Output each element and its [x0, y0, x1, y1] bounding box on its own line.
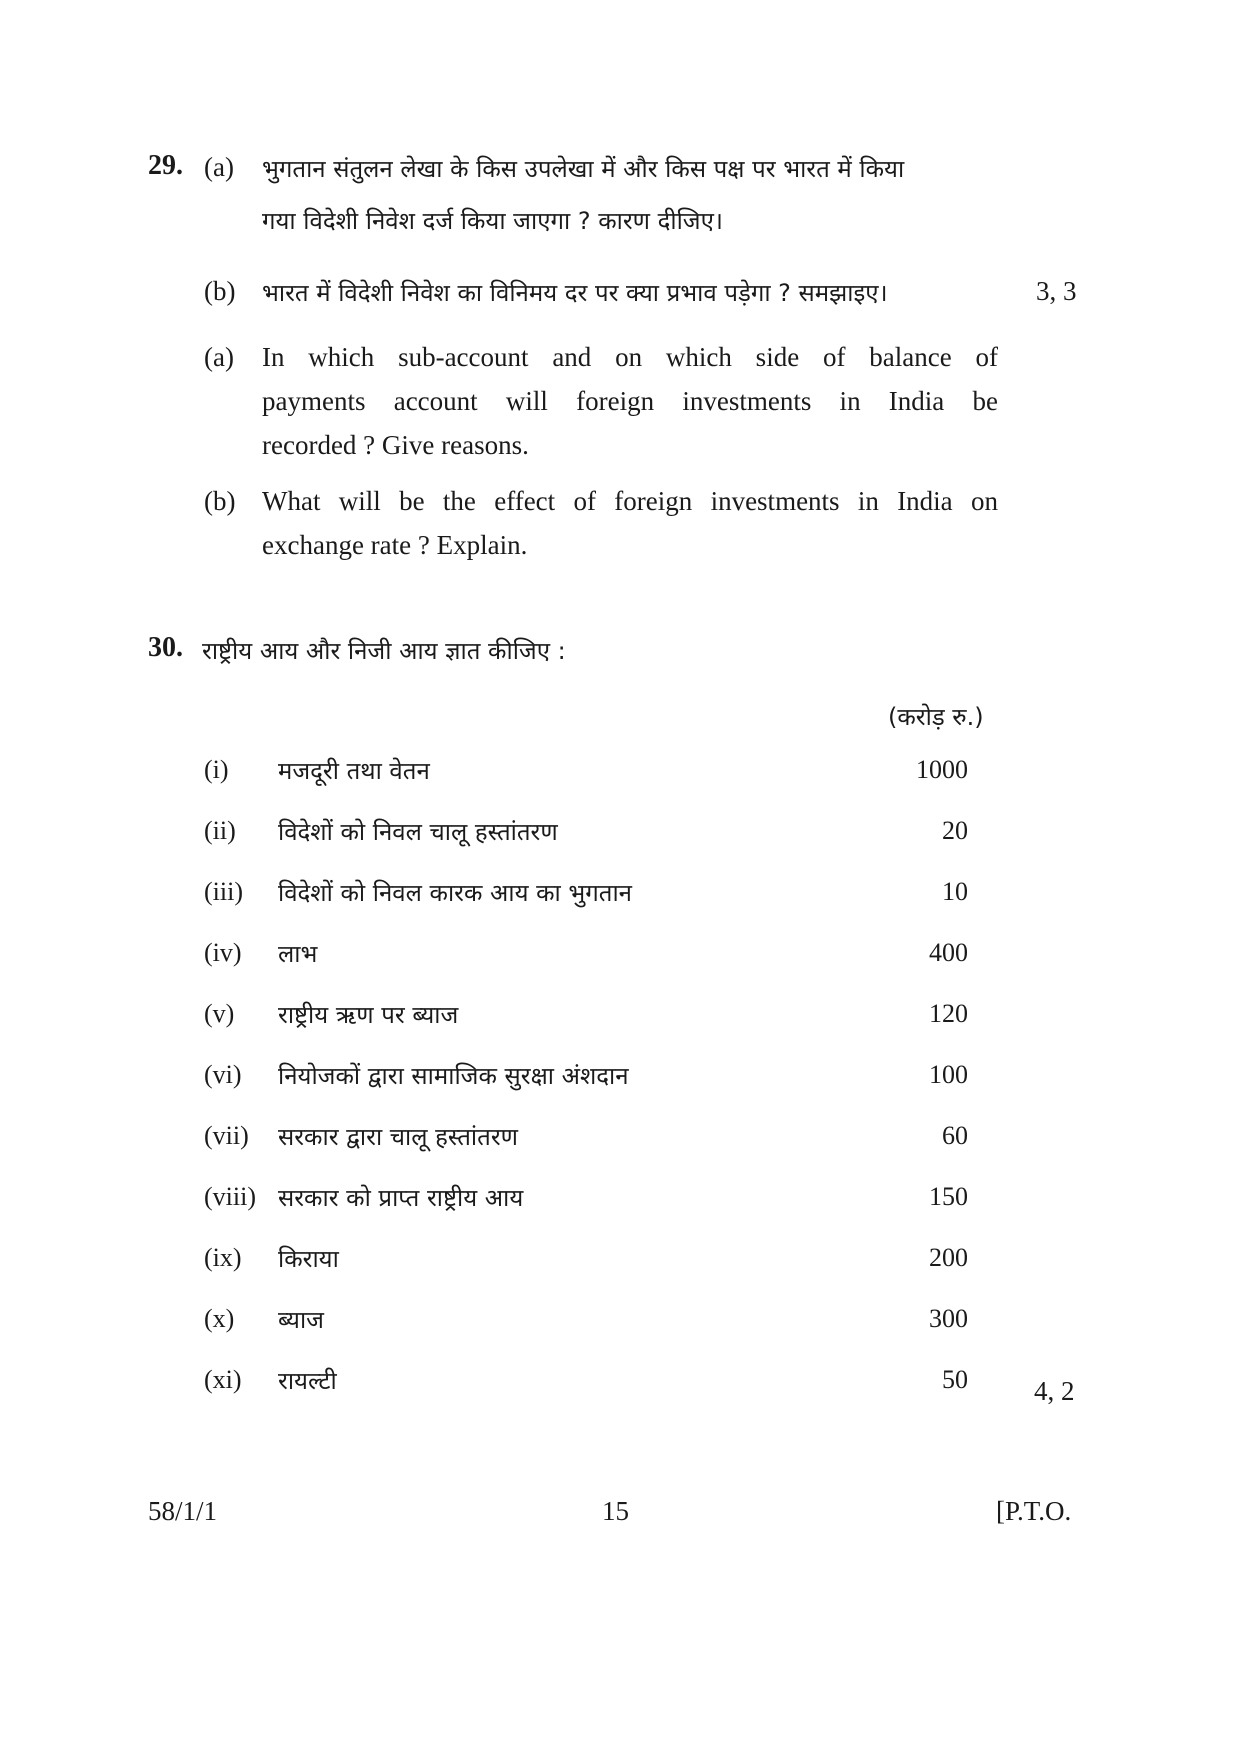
- q30-item-label: राष्ट्रीय ऋण पर ब्याज: [278, 1001, 459, 1029]
- q29-hindi-b-tag: (b): [204, 276, 236, 306]
- q30-item-label: ब्याज: [278, 1306, 324, 1334]
- q30-item-label: विदेशों को निवल चालू हस्तांतरण: [278, 818, 558, 846]
- q29-english-a-line2: payments account will foreign investments in India be: [262, 386, 998, 416]
- q29-english-b-line1: What will be the effect of foreign investments in India on: [262, 486, 998, 516]
- q30-item-value: 120: [929, 999, 968, 1028]
- q30-item-value: 100: [929, 1060, 968, 1089]
- q30-item-label: नियोजकों द्वारा सामाजिक सुरक्षा अंशदान: [278, 1062, 629, 1090]
- q30-item-number: (v): [204, 999, 235, 1028]
- q30-item-value: 150: [929, 1182, 968, 1211]
- q30-item-number: (vii): [204, 1121, 249, 1150]
- q29-hindi-a-line1: भुगतान संतुलन लेखा के किस उपलेखा में और किस पक्ष पर भारत में किया: [262, 155, 905, 183]
- q30-item-value: 10: [942, 877, 968, 906]
- q30-item-label: मजदूरी तथा वेतन: [278, 757, 430, 785]
- q30-item-number: (vi): [204, 1060, 242, 1089]
- q30-item-number: (ii): [204, 816, 236, 845]
- paper-code: 58/1/1: [148, 1496, 218, 1526]
- q30-item-value: 1000: [916, 755, 968, 784]
- q30-item-number: (viii): [204, 1182, 256, 1211]
- q29-hindi-a-line2: गया विदेशी निवेश दर्ज किया जाएगा ? कारण दीजिए।: [262, 207, 723, 235]
- q30-item-value: 400: [929, 938, 968, 967]
- q30-item-number: (x): [204, 1304, 235, 1333]
- question-30-number: 30.: [148, 632, 183, 663]
- q30-item-number: (iii): [204, 877, 243, 906]
- q30-item-number: (iv): [204, 938, 242, 967]
- q29-english-a-line3: recorded ? Give reasons.: [262, 430, 529, 460]
- q29-english-a-line1: In which sub-account and on which side of balance of: [262, 342, 998, 372]
- q29-english-b-line2: exchange rate ? Explain.: [262, 530, 528, 560]
- q30-item-value: 200: [929, 1243, 968, 1272]
- q29-english-a-tag: (a): [204, 342, 234, 372]
- q29-hindi-b-text: भारत में विदेशी निवेश का विनिमय दर पर क्या प्रभाव पड़ेगा ? समझाइए।: [262, 279, 888, 307]
- q30-item-number: (ix): [204, 1243, 242, 1272]
- q29-marks: 3, 3: [1036, 276, 1077, 306]
- q30-unit: (करोड़ रु.): [888, 703, 984, 731]
- page-number: 15: [602, 1496, 629, 1526]
- q30-item-value: 20: [942, 816, 968, 845]
- q30-item-label: लाभ: [278, 940, 318, 968]
- q30-item-label: रायल्टी: [278, 1367, 337, 1395]
- q30-item-number: (i): [204, 755, 229, 784]
- q30-item-value: 50: [942, 1365, 968, 1394]
- q30-item-label: किराया: [278, 1245, 339, 1273]
- question-29-number: 29.: [148, 150, 183, 181]
- q30-question-text: राष्ट्रीय आय और निजी आय ज्ञात कीजिए :: [202, 637, 566, 665]
- q30-item-label: सरकार द्वारा चालू हस्तांतरण: [278, 1123, 518, 1151]
- q29-hindi-a-tag: (a): [204, 152, 234, 182]
- q30-item-value: 300: [929, 1304, 968, 1333]
- q30-marks: 4, 2: [1034, 1376, 1075, 1406]
- q30-item-number: (xi): [204, 1365, 242, 1394]
- q29-english-b-tag: (b): [204, 486, 236, 516]
- please-turn-over: [P.T.O.: [996, 1496, 1072, 1526]
- q30-item-label: सरकार को प्राप्त राष्ट्रीय आय: [278, 1184, 524, 1212]
- q30-item-value: 60: [942, 1121, 968, 1150]
- q30-item-label: विदेशों को निवल कारक आय का भुगतान: [278, 879, 633, 907]
